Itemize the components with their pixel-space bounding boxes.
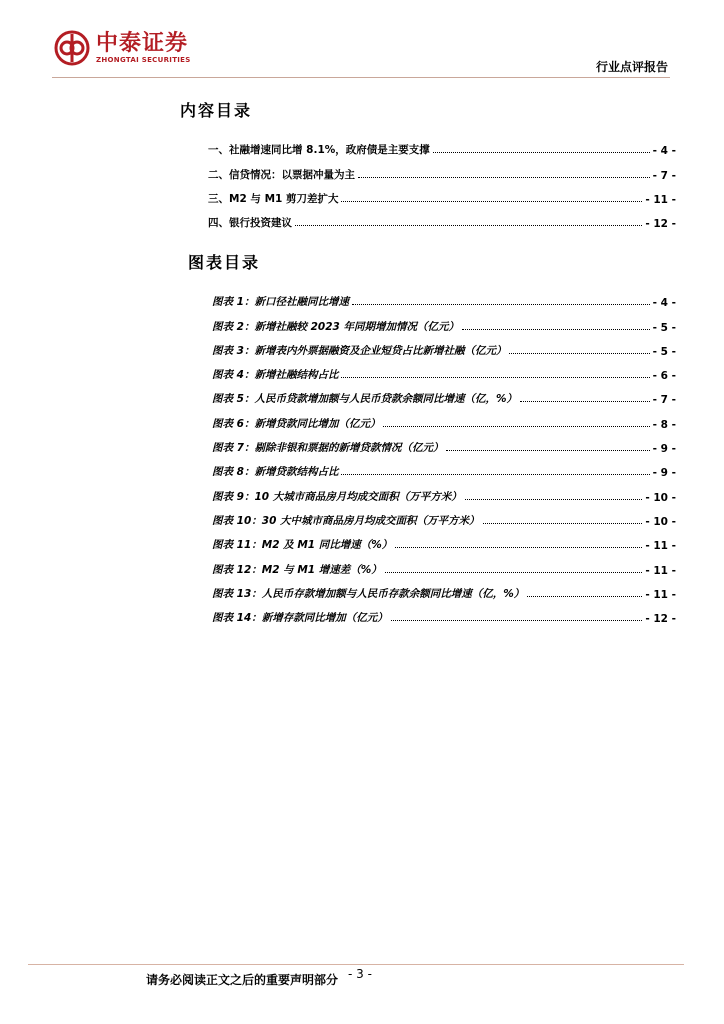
toc-entry-page: - 7 - bbox=[652, 169, 676, 182]
dot-leader bbox=[295, 225, 642, 226]
footer-disclaimer: 请务必阅读正文之后的重要声明部分 bbox=[146, 973, 339, 987]
figure-entry[interactable] bbox=[212, 382, 676, 406]
figure-entry-page: - 10 - bbox=[645, 515, 676, 528]
page-number: - 3 - bbox=[348, 967, 372, 981]
figure-entry-label: 图表 13：人民币存款增加额与人民币存款余额同比增速（亿，%） bbox=[212, 587, 525, 600]
figure-entry-label: 图表 8：新增贷款结构占比 bbox=[212, 466, 339, 479]
toc-entry-label: 三、M2 与 M1 剪刀差扩大 bbox=[208, 192, 339, 205]
toc-entry-label: 四、银行投资建议 bbox=[208, 217, 292, 230]
figure-entry-page: - 11 - bbox=[645, 564, 676, 577]
footer-divider bbox=[28, 964, 684, 965]
dot-leader bbox=[483, 523, 643, 524]
figure-list bbox=[212, 285, 676, 625]
dot-leader bbox=[520, 401, 650, 402]
figure-entry-page: - 10 - bbox=[645, 491, 676, 504]
company-name-en: ZHONGTAI SECURITIES bbox=[96, 55, 191, 64]
figure-entry-label: 图表 9：10 大城市商品房月均成交面积（万平方米） bbox=[212, 490, 462, 503]
figure-entry[interactable] bbox=[212, 358, 676, 382]
figure-entry[interactable] bbox=[212, 455, 676, 479]
figure-entry[interactable] bbox=[212, 431, 676, 455]
figure-entry-label: 图表 7：剔除非银和票据的新增贷款情况（亿元） bbox=[212, 442, 444, 455]
figure-entry-page: - 11 - bbox=[645, 588, 676, 601]
toc-list bbox=[208, 133, 676, 230]
figure-entry[interactable] bbox=[212, 334, 676, 358]
figure-entry[interactable] bbox=[212, 552, 676, 576]
figure-entry-label: 图表 14：新增存款同比增加（亿元） bbox=[212, 612, 388, 625]
figure-entry-page: - 9 - bbox=[652, 443, 676, 456]
dot-leader bbox=[341, 201, 642, 202]
page-header bbox=[0, 0, 724, 80]
toc-entry-label: 一、社融增速同比增 8.1%，政府债是主要支撑 bbox=[208, 144, 430, 157]
dot-leader bbox=[527, 596, 642, 597]
figure-entry-label: 图表 12：M2 与 M1 增速差（%） bbox=[212, 563, 382, 576]
company-name-cn: 中泰证券 bbox=[96, 30, 189, 56]
toc-entry-page: - 11 - bbox=[645, 193, 676, 206]
figure-entry-label: 图表 3：新增表内外票据融资及企业短贷占比新增社融（亿元） bbox=[212, 344, 507, 357]
dot-leader bbox=[341, 377, 649, 378]
figure-entry[interactable] bbox=[212, 577, 676, 601]
dot-leader bbox=[358, 177, 650, 178]
dot-leader bbox=[395, 547, 642, 548]
figure-entry-page: - 5 - bbox=[652, 321, 676, 334]
toc-entry[interactable] bbox=[208, 133, 676, 157]
figure-entry-label: 图表 4：新增社融结构占比 bbox=[212, 369, 339, 382]
company-logo bbox=[54, 30, 191, 66]
figure-entry-page: - 12 - bbox=[645, 613, 676, 626]
toc-entry-page: - 12 - bbox=[645, 218, 676, 231]
figure-entry-page: - 8 - bbox=[652, 418, 676, 431]
dot-leader bbox=[385, 572, 643, 573]
figure-entry-label: 图表 10：30 大中城市商品房月均成交面积（万平方米） bbox=[212, 514, 480, 527]
figure-entry-label: 图表 1：新口径社融同比增速 bbox=[212, 296, 349, 309]
figure-entry[interactable] bbox=[212, 479, 676, 503]
dot-leader bbox=[433, 152, 650, 153]
figure-entry[interactable] bbox=[212, 285, 676, 309]
header-divider bbox=[52, 77, 670, 78]
dot-leader bbox=[391, 620, 643, 621]
toc-entry[interactable] bbox=[208, 182, 676, 206]
report-type: 行业点评报告 bbox=[595, 60, 668, 74]
dot-leader bbox=[465, 499, 643, 500]
figure-entry[interactable] bbox=[212, 406, 676, 430]
figure-entry[interactable] bbox=[212, 601, 676, 625]
dot-leader bbox=[462, 329, 650, 330]
figure-entry-page: - 5 - bbox=[652, 345, 676, 358]
figure-entry-page: - 4 - bbox=[652, 297, 676, 310]
dot-leader bbox=[509, 353, 649, 354]
figure-entry-label: 图表 11：M2 及 M1 同比增速（%） bbox=[212, 539, 393, 552]
zhongtai-logo-icon bbox=[54, 30, 90, 66]
figure-entry-page: - 11 - bbox=[645, 540, 676, 553]
figure-entry-label: 图表 6：新增贷款同比增加（亿元） bbox=[212, 417, 381, 430]
toc-entry-label: 二、信贷情况：以票据冲量为主 bbox=[208, 168, 355, 181]
toc-title: 内容目录 bbox=[180, 101, 253, 120]
dot-leader bbox=[352, 304, 650, 305]
figure-entry-label: 图表 5：人民币贷款增加额与人民币贷款余额同比增速（亿，%） bbox=[212, 393, 517, 406]
figure-entry-page: - 9 - bbox=[652, 467, 676, 480]
figure-entry-page: - 6 - bbox=[652, 370, 676, 383]
figure-entry[interactable] bbox=[212, 309, 676, 333]
toc-entry-page: - 4 - bbox=[652, 145, 676, 158]
figure-entry-label: 图表 2：新增社融较 2023 年同期增加情况（亿元） bbox=[212, 320, 459, 333]
toc-entry[interactable] bbox=[208, 206, 676, 230]
figure-entry[interactable] bbox=[212, 528, 676, 552]
dot-leader bbox=[341, 474, 649, 475]
figure-entry-page: - 7 - bbox=[652, 394, 676, 407]
figure-entry[interactable] bbox=[212, 504, 676, 528]
dot-leader bbox=[383, 426, 649, 427]
dot-leader bbox=[446, 450, 649, 451]
figure-list-title: 图表目录 bbox=[188, 253, 261, 272]
toc-entry[interactable] bbox=[208, 157, 676, 181]
